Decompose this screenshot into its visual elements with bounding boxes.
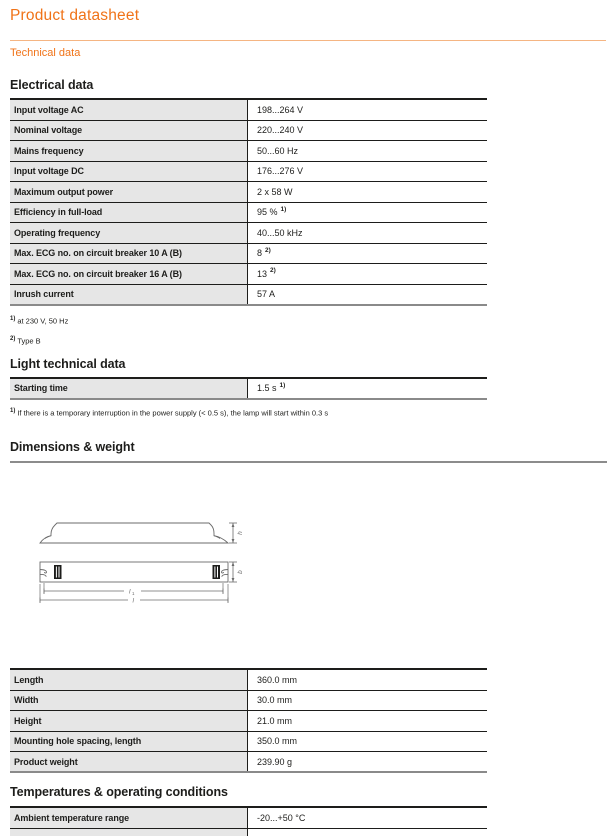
table-row: [10, 808, 487, 829]
footnote-ref: 1): [280, 205, 287, 213]
table-row: [10, 264, 487, 285]
row-value-text: -20...+50 °C: [257, 812, 306, 823]
row-value-text: 40...50 kHz: [257, 227, 303, 238]
row-label: Input voltage DC: [10, 162, 248, 182]
table-row: [10, 203, 487, 224]
section-heading-light: Light technical data: [10, 356, 126, 371]
temperatures-table: [10, 806, 487, 836]
row-value-text: 8: [257, 248, 263, 259]
terminal-blocks: [54, 565, 220, 579]
row-label: Starting time: [10, 379, 248, 398]
footnote-ref: 2): [270, 267, 276, 275]
height-label: h: [237, 531, 244, 535]
row-label: Width: [10, 691, 248, 711]
height-dimension: [229, 523, 237, 543]
table-row: [10, 379, 487, 398]
row-label: Length: [10, 670, 248, 690]
footnote-text: If there is a temporary interruption in the power supply (< 0.5 s), the lamp will start within 0.3 s: [17, 408, 329, 417]
row-label: Operating frequency: [10, 223, 248, 243]
row-value: [248, 691, 487, 711]
section-heading-temperatures: Temperatures & operating conditions: [10, 785, 228, 799]
table-row: [10, 100, 487, 121]
section-heading-electrical: Electrical data: [10, 78, 94, 92]
footnote-ref: 1): [279, 381, 286, 389]
row-value-text: 2 x 58 W: [257, 186, 293, 197]
table-row: [10, 691, 487, 712]
row-label: Product weight: [10, 752, 248, 771]
table-row: [10, 244, 487, 265]
row-label: Height: [10, 711, 248, 731]
row-label: Nominal voltage: [10, 121, 248, 141]
footnote-marker: 1): [10, 315, 16, 322]
row-label: Mounting hole spacing, length: [10, 732, 248, 752]
row-value: [248, 829, 487, 836]
page-title: Product datasheet: [10, 7, 140, 24]
footnote: [10, 335, 606, 346]
row-value: [248, 711, 487, 731]
row-label: Mains frequency: [10, 141, 248, 161]
row-label: Maximum output power: [10, 182, 248, 202]
row-value: [248, 808, 487, 828]
table-row: [10, 732, 487, 753]
row-value: [248, 141, 487, 161]
table-row: [10, 285, 487, 304]
hole-spacing-label-sub: 1: [132, 591, 135, 596]
gray-divider: [10, 461, 607, 463]
row-value: [248, 223, 487, 243]
length-label: l: [132, 597, 134, 605]
row-value-text: 239.90 g: [257, 756, 293, 767]
row-value: [248, 244, 487, 264]
table-row: [10, 182, 487, 203]
table-row: [10, 223, 487, 244]
row-value-text: 21.0 mm: [257, 715, 293, 726]
table-row: [10, 121, 487, 142]
row-value: [248, 100, 487, 120]
footnote-marker: 2): [10, 336, 16, 342]
row-value: [248, 670, 487, 690]
row-label: Inrush current: [10, 285, 248, 304]
table-row: [10, 711, 487, 732]
row-value-text: 30.0 mm: [257, 695, 293, 706]
row-value-text: 360.0 mm: [257, 674, 298, 685]
electrical-table: [10, 98, 487, 306]
table-row: [10, 670, 487, 691]
row-value: [248, 285, 487, 304]
row-value-text: 13: [257, 268, 268, 279]
section-heading-dimensions: Dimensions & weight: [10, 440, 135, 454]
width-dimension: [229, 562, 237, 582]
row-value: [248, 379, 487, 398]
row-value-text: 176...276 V: [257, 166, 304, 177]
footnote-text: at 230 V, 50 Hz: [17, 316, 69, 325]
table-row-clipped: [10, 829, 487, 836]
row-value: [248, 203, 487, 223]
row-label: Input voltage AC: [10, 100, 248, 120]
row-value-text: 350.0 mm: [257, 736, 298, 747]
product-top-view: [40, 562, 228, 582]
orange-divider: [10, 40, 606, 41]
row-value-text: 198...264 V: [257, 104, 304, 115]
table-row: [10, 752, 487, 771]
hole-spacing-label-base: l: [129, 588, 131, 596]
electrical-footnotes: [10, 315, 606, 346]
row-value-text: 220...240 V: [257, 125, 304, 136]
table-row: [10, 162, 487, 183]
light-table: [10, 377, 487, 400]
dimension-drawing: [10, 475, 606, 615]
table-row: [10, 141, 487, 162]
footnote-marker: 1): [10, 407, 16, 414]
row-value-text: 57 A: [257, 289, 276, 299]
row-value-text: 50...60 Hz: [257, 145, 299, 156]
row-value: [248, 264, 487, 284]
row-value: [248, 182, 487, 202]
product-side-view: [40, 523, 228, 543]
width-label: b: [237, 570, 244, 574]
footnote: [10, 315, 606, 326]
row-label: [10, 829, 248, 836]
footnote-text: Type B: [17, 336, 41, 346]
row-value: [248, 121, 487, 141]
light-footnotes: [10, 407, 606, 418]
footnote: [10, 407, 606, 418]
row-label: Max. ECG no. on circuit breaker 16 A (B): [10, 264, 248, 284]
row-value: [248, 732, 487, 752]
row-label: Ambient temperature range: [10, 808, 248, 828]
row-value-text: 95 %: [257, 207, 278, 218]
footnote-ref: 2): [265, 246, 271, 254]
row-label: Efficiency in full-load: [10, 203, 248, 223]
page-subtitle: Technical data: [10, 47, 81, 59]
dimensions-table: [10, 668, 487, 773]
row-value-text: 1.5 s: [257, 383, 277, 393]
row-label: Max. ECG no. on circuit breaker 10 A (B): [10, 244, 248, 264]
row-value: [248, 752, 487, 771]
row-value: [248, 162, 487, 182]
